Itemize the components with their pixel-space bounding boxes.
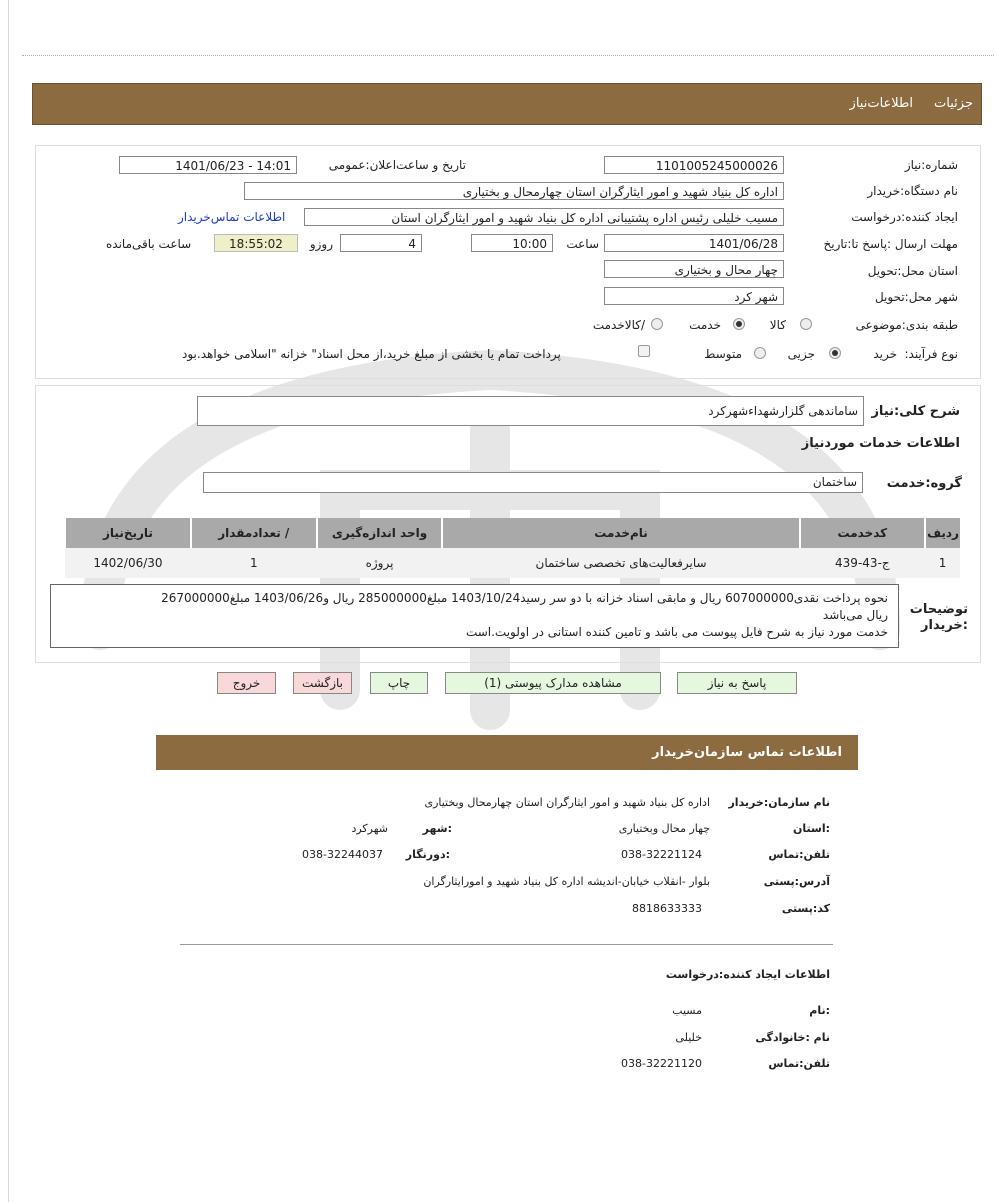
city-field: شهر کرد — [604, 287, 784, 305]
category-goods-radio[interactable] — [800, 318, 812, 330]
notes-line-2: ریال می‌باشد — [822, 608, 888, 622]
category-service-label: خدمت — [689, 318, 721, 332]
table-row — [65, 548, 960, 578]
cell-unit: پروژه — [317, 548, 443, 578]
creator-phone-label: تلفن:تماس — [768, 1057, 830, 1070]
category-label: طبقه بندی:موضوعی — [855, 318, 958, 332]
contact-postal-label: کد:پستی — [781, 902, 830, 915]
contact-org-value: اداره کل بنیاد شهید و امور ایثارگران استان چهارمحال وبختیاری — [424, 796, 710, 809]
need-info-panel — [35, 145, 981, 379]
cell-service-name: سایرفعالیت‌های تخصصی ساختمان — [442, 548, 799, 578]
treasury-checkbox[interactable] — [638, 345, 650, 357]
contact-fax-label: :دورنگار — [405, 848, 450, 861]
page-left-border — [8, 0, 9, 1202]
general-desc-label: شرح کلی:نیاز — [871, 404, 960, 419]
process-medium-radio[interactable] — [754, 347, 766, 359]
contact-postal-value: 8818633333 — [632, 902, 702, 915]
creator-name-value: مسیب — [672, 1004, 702, 1017]
contact-buyer-link[interactable]: اطلاعات تماس‌خریدار — [178, 210, 286, 224]
col-service-code: کدخدمت — [800, 518, 925, 548]
creator-family-label: نام :خانوادگی — [755, 1031, 830, 1044]
city-label: شهر محل:تحویل — [874, 290, 958, 304]
buyer-label: نام دستگاه:خریدار — [867, 184, 958, 198]
announce-label: تاریخ و ساعت‌اعلان:عمومی — [328, 158, 466, 172]
province-label: استان محل:تحویل — [867, 264, 958, 278]
services-table — [64, 518, 960, 578]
contact-title: اطلاعات تماس سازمان‌خریدار — [652, 745, 842, 760]
category-both-radio[interactable] — [651, 318, 663, 330]
deadline-time-field: 10:00 — [471, 234, 553, 252]
creator-phone-value: 038-32221120 — [621, 1057, 702, 1070]
contact-header-bar — [156, 735, 858, 770]
service-group-label: گروه:خدمت — [886, 476, 962, 491]
cell-service-code: ج-43-439 — [800, 548, 925, 578]
province-field: چهار محال و بختیاری — [604, 260, 784, 278]
category-service-radio[interactable] — [733, 318, 745, 330]
announce-field: 1401/06/23 - 14:01 — [119, 156, 297, 174]
process-partial-radio[interactable] — [829, 347, 841, 359]
contact-address-label: آدرس:پستی — [763, 875, 830, 888]
buyer-notes-box — [50, 584, 899, 648]
creator-info-title: اطلاعات ایجاد کننده:درخواست — [665, 968, 830, 981]
cell-quantity: 1 — [191, 548, 317, 578]
contact-phone-value: 038-32221124 — [621, 848, 702, 861]
reply-button[interactable]: پاسخ به نیاز — [677, 672, 797, 694]
creator-name-label: :نام — [809, 1004, 830, 1017]
service-group-field: ساختمان — [203, 472, 863, 493]
col-unit: واحد اندازه‌گیری — [317, 518, 443, 548]
notes-line-3: خدمت مورد نیاز به شرح فایل پیوست می باشد و تامین کننده استانی در اولویت.است — [465, 625, 888, 639]
deadline-label: مهلت ارسال :پاسخ تا:تاریخ — [823, 237, 958, 251]
remaining-label: ساعت باقی‌مانده — [106, 237, 192, 251]
contact-city-value: شهرکرد — [351, 822, 388, 835]
contact-phone-label: تلفن:تماس — [768, 848, 830, 861]
contact-city-label: :شهر — [422, 822, 452, 835]
category-goods-label: کالا — [769, 318, 786, 332]
contact-address-value: بلوار -انقلاب خیابان-اندیشه اداره کل بنیاد شهید و امورایثارگران — [423, 875, 710, 888]
process-partial-label: جزیی — [787, 347, 815, 361]
top-divider — [22, 55, 994, 56]
tab-details[interactable]: جزئیات — [934, 96, 973, 111]
days-label: روزو — [309, 237, 333, 251]
process-type-label: نوع فرآیند: — [904, 347, 958, 361]
need-number-field: 1101005245000026 — [604, 156, 784, 174]
creator-family-value: خلیلی — [675, 1031, 702, 1044]
tab-need-info[interactable]: اطلاعات‌نیاز — [849, 96, 913, 111]
category-both-label: /کالاخدمت — [592, 318, 645, 332]
deadline-date-field: 1401/06/28 — [604, 234, 784, 252]
remaining-time-field: 18:55:02 — [214, 234, 298, 252]
col-service-name: نام‌خدمت — [442, 518, 799, 548]
process-medium-label: متوسط — [704, 347, 742, 361]
treasury-note: پرداخت تمام یا بخشی از مبلغ خرید،از محل اسناد" خزانه "اسلامی خواهد.بود — [182, 347, 561, 361]
days-field: 4 — [340, 234, 422, 252]
contact-fax-value: 038-32244037 — [302, 848, 383, 861]
buyer-field: اداره کل بنیاد شهید و امور ایثارگران استان چهارمحال و بختیاری — [244, 182, 784, 200]
print-button[interactable]: چاپ — [370, 672, 428, 694]
need-number-label: شماره:نیاز — [904, 158, 958, 172]
creator-label: ایجاد کننده:درخواست — [851, 210, 958, 224]
table-header-row — [65, 518, 960, 548]
contact-province-value: چهار محال وبختیاری — [618, 822, 710, 835]
cell-need-date: 1402/06/30 — [65, 548, 191, 578]
creator-field: مسیب خلیلی رئیس اداره پشتیبانی اداره کل بنیاد شهید و امور ایثارگران استان — [304, 208, 784, 226]
back-button[interactable]: بازگشت — [293, 672, 352, 694]
deadline-hour-label: ساعت — [566, 237, 599, 251]
contact-province-label: :استان — [793, 822, 830, 835]
exit-button[interactable]: خروج — [217, 672, 276, 694]
process-buy-label: خرید — [873, 347, 897, 361]
col-quantity: / تعدادمقدار — [191, 518, 317, 548]
notes-line-1: نحوه پرداخت نقدی607000000 ریال و مابقی اسناد خزانه با دو سر رسید1403/10/24 مبلغ285000000 ریال و1403/06/26 مبلغ267000000 — [161, 591, 888, 605]
view-docs-button[interactable]: مشاهده مدارک پیوستی (1) — [445, 672, 661, 694]
contact-divider — [180, 944, 833, 945]
contact-org-label: نام سازمان:خریدار — [728, 796, 830, 809]
buyer-notes-label: توضیحات :خریدار — [909, 602, 968, 633]
cell-row-number: 1 — [925, 548, 960, 578]
header-bar — [32, 83, 982, 125]
col-need-date: تاریخ‌نیاز — [65, 518, 191, 548]
general-desc-field: ساماندهی گلزارشهداءشهرکرد — [197, 396, 864, 426]
col-row-number: ردیف — [925, 518, 960, 548]
services-title: اطلاعات خدمات موردنیاز — [801, 436, 960, 451]
